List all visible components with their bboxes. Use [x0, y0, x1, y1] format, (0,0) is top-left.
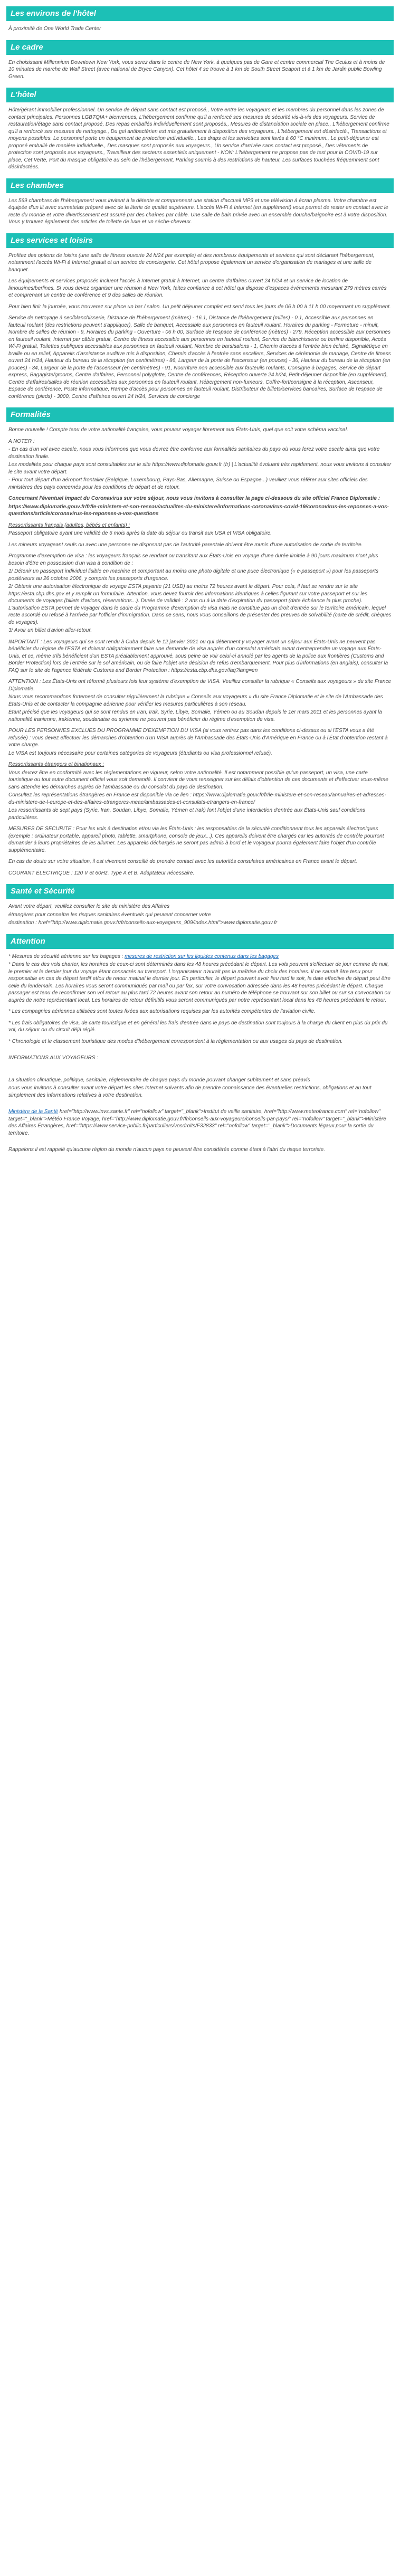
- section-body-cadre: [6, 59, 394, 81]
- formalities-note-1: - En cas d'un vol avec escale, nous vous informons que vous devrez être conforme aux formalités sanitaires du pays où vous ferez votre escale ainsi que votre destination finale.: [8, 446, 380, 460]
- attention-links-rest: href="http://www.invs.sante.fr" rel="nofollow" target="_blank">Institut de veille sanitaire, href="http://www.meteofrance.com" rel="nofollow" target="_blank">Météo France Voyage, href="http://www.diplomatie.gouv.fr/fr/conseils-aux-voyageurs/conseils-par-pays/" rel="nofollow" target="_blank">Ministère des Affaires Étrangères, href="https://www.service-public.fr/particuliers/vosdroits/F32833" rel="nofollow" target="_blank">Documents légaux pour la sortie du territoire.: [8, 1109, 386, 1136]
- formalities-security-2: En cas de doute sur votre situation, il est vivement conseillé de prendre contact avec les autorités consulaires américaines en France avant le départ.: [8, 859, 357, 864]
- attention-closing: Rappelons il est rappelé qu'aucune région du monde n'aucun pays ne peuvent être considérés comme étant à l'abri du risque terroriste.: [8, 1147, 325, 1153]
- hotel-text: Hôte/gérant immobilier professionnel. Un service de départ sans contact est proposé., Votre entre les voyageurs et les membres du personnel dans les zones de contact principales. Personnes LGBTQIA+ bienvenues, L'hébergement confirme qu'il a renforcé ses mesures de sécurité vis-à-vis des voyageurs. Service de restauration/étage sans contact proposé, Des repas emballés individuellement sont proposés., Mesures de distanciation sociale en place., L'hébergement confirme qu'il a renforcé ses mesures de nettoyage., Du gel antibactérien est mis gratuitement à disposition des voyageurs., L'hébergement est désinfecté., Transactions et moyens possibles. Le personnel porte un équipement de protection individuelle., Les draps et les serviettes sont lavés à 60 °C minimum., Le petit-déjeuner est proposé emballé de manière individuelle., Des masques sont proposés aux voyageurs., Un service d'arrivée sans contact est proposé., Des vêtements de protection sont proposés aux voyageurs., Travailleur des secteurs essentiels uniquement - NON: L'hébergement ne propose pas de test pour la COVID-19 sur place, Cet Verte, Port du masque obligatoire au sein de l'hébergement, Parking soumis à des restrictions de hauteur, Les surfaces touchées fréquemment sont désinfectées.: [8, 107, 389, 170]
- formalities-docs-1: Passeport obligatoire ayant une validité de 6 mois après la date du séjour ou transit aux USA et VISA obligatoire.: [8, 530, 272, 536]
- attention-info-heading: INFORMATIONS AUX VOYAGEURS :: [8, 1055, 99, 1061]
- attention-baggage: [8, 953, 392, 961]
- formalities-note-heading: A NOTER :: [8, 438, 35, 444]
- rooms-text: Les 569 chambres de l'hébergement vous invitent à la détente et comprennent une station d'accueil MP3 et une télévision à écran plasma. Votre chambre est équipée d'un lit avec surmatelas préparé avec de la literie de qualité supérieure. L'accès Wi-Fi à Internet (en supplément) vous permet de rester en contact avec le reste du monde et votre divertissement est assuré par des chaînes par câble. Une salle de bain privée avec un ensemble douche/baignoire est à votre disposition. Vous y trouvez également des articles de toilette de luxe et un sèche-cheveux.: [8, 197, 388, 225]
- formalities-visa-1: Programme d'exemption de visa : les voyageurs français se rendant ou transitant aux États-Unis en voyage d'une durée limitée à 90 jours maximum n'ont plus besoin d'être en possession d'un visa à condition de :: [8, 553, 378, 566]
- formalities-important: IMPORTANT : Les voyageurs qui se sont rendu à Cuba depuis le 12 janvier 2021 ou qui détiennent y voyager avant un séjour aux États-Unis ne peuvent pas bénéficier du régime de l'ESTA et doivent obligatoirement faire une demande de visa auprès d'un consulat américain avant d'entreprendre un voyage aux États-Unis, et ce, même s'ils bénéficient d'un ESTA préalablement approuvé, sous peine de voir celui-ci annulé par les agents de la police aux frontières (Customs and Border Protection) lors de l'entrée sur le sol américain, ou de faire l'objet une décision de refus d'embarquement. Pour plus d'informations (en anglais), consulter la FAQ sur le site de l'agence fédérale Customs and Border Protection : https://esta.cbp.dhs.gov/faq?lang=en: [8, 639, 388, 673]
- formalities-persons-1: POUR LES PERSONNES EXCLUES DU PROGRAMME D'EXEMPTION DU VISA (si vous rentrez pas dans les conditions ci-dessus ou si l'ESTA vous a été refusée) : vous devez effectuer les démarches d'obtention d'un VISA auprès de l'Ambassade des États-Unis d'Amérique en France ou à l'État d'obtention restant à votre charge.: [8, 728, 388, 748]
- surroundings-text: À proximité de One World Trade Center: [8, 26, 101, 32]
- cadre-text: En choisissant Millennium Downtown New York, vous serez dans le centre de New York, à quelques pas de Gare et centre commercial The Oculus et à moins de 10 minutes de marche de Wall Street (avec national de Bryce Canyon). Cet hôtel 4 se trouve à 1 km de South Street Seaport et à 1 km de Jardin public Bowling Green.: [8, 59, 385, 80]
- attention-links: [8, 1108, 392, 1137]
- formalities-special-1: Vous devrez être en conformité avec les réglementations en vigueur, selon votre nationalité. Il est notamment possible qu'un passeport, un visa, une carte touristique ou tout autre document officiel vous soit demandé. Il convient de vous renseigner sur les délais d'obtention de ces documents et d'effectuer vous-même sans attendre les démarches auprès de l'ambassade ou du consulat du pays de destination.: [8, 769, 388, 790]
- health-line-2: étrangères pour connaître les risques sanitaires éventuels qui peuvent concerner votre: [8, 911, 211, 918]
- section-header-surroundings: Les environs de l'hôtel: [6, 6, 394, 21]
- formalities-special-3: Les ressortissants de sept pays (Syrie, Iran, Soudan, Libye, Somalie, Yémen et Irak) font l'objet d'une interdiction d'entrée aux États-Unis sauf conditions particulières.: [8, 807, 365, 821]
- section-header-services: Les services et loisirs: [6, 233, 394, 248]
- health-line-1: Avant votre départ, veuillez consulter le site du ministère des Affaires: [8, 904, 170, 909]
- formalities-attention-2: Nous vous recommandons fortement de consulter régulièrement la rubrique « Conseils aux voyageurs » du site France Diplomatie et le site de l'Ambassade des États-Unis et de contacter la compagnie aérienne pour vérifier les mesures particulières à son réseau.: [8, 694, 383, 707]
- section-body-hotel: [6, 107, 394, 171]
- services-paragraph-2: Les équipements et services proposés incluent l'accès à Internet gratuit à Internet, un centre d'affaires ouvert 24 h/24 et un service de location de limousines/berlines. Si vous devez organiser une réunion à New York, faites confiance à cet hôtel qui dispose d'espaces événements mesurant 279 mètres carrés et comprenant un centre de conférence et 9 des salles de réunion.: [8, 278, 387, 298]
- services-paragraph-3: Pour bien finir la journée, vous trouverez sur place un bar / salon. Un petit déjeuner complet est servi tous les jours de 06 h 00 à 11 h 00 moyennant un supplément.: [8, 303, 391, 310]
- section-header-cadre: Le cadre: [6, 40, 394, 55]
- section-header-hotel: L'hôtel: [6, 88, 394, 102]
- formalities-intro: Bonne nouvelle ! Compte tenu de votre nationalité française, vous pouvez voyager librement aux États-Unis, quel que soit votre schéma vaccinal.: [8, 427, 348, 433]
- section-body-attention: [6, 953, 394, 1154]
- formalities-covid-notice: Concernant l'éventuel impact du Coronavirus sur votre séjour, nous vous invitons à consulter la page ci-dessous du site officiel France Diplomatie :: [8, 496, 380, 501]
- services-paragraph-4: Service de nettoyage à sec/blanchisserie, Distance de l'hébergement (mètres) - 16.1, Distance de l'hébergement (milles) - 0.1, Accessible aux personnes en fauteuil roulant (des restrictions peuvent s'appliquer), Salle de banquet, Accessible aux personnes en fauteuil roulant, Horaires du parking - Fermeture - minuit, Nombre de salles de réunion - 9, Horaires du parking - Ouverture - 06 h 00, Surface de l'espace de conférence (mètres) - 279, Réception accessible aux personnes en fauteuil roulant, Internet par câble gratuit, Centre de fitness accessible aux personnes en fauteuil roulant, Service de blanchisserie ou berline disponible, Accès Wi-Fi gratuit, Toilettes publiques accessibles aux personnes en fauteuil roulant, Nombre de bars/salons - 1, Chemin d'accès à l'entrée bien éclairé, Signalétique en braille ou en relief, Appareils d'assistance auditive mis à disposition, Chemin d'accès à l'entrée sans escaliers, Services de cérémonie de mariage, Centre de fitness ouvert 24 h/24, Hauteur du bureau de la réception (en centimètres) - 86, Largeur de la porte de l'ascenseur (en pouces) - 36, Hauteur du bureau de la réception (en pouces) - 34, Largeur de la porte de l'ascenseur (en centimètres) - 91, Nourriture non accessible aux fauteuils roulants, Consigne à bagages, Service de départ express, Bagagiste/grooms, Centre d'affaires, Personnel polyglotte, Centre de conférences, Réception ouverte 24 h/24, Petit-déjeuner disponible (en supplément), Centre d'affaires/salles de réunion accessibles aux personnes en fauteuil roulant, Hébergement non-fumeurs, Coffre-fort/consigne à la réception, Ascenseur, Espace de conférence, Poste informatique, Rampe d'accès pour personnes en fauteuil roulant, Distributeur de billets/services bancaires, Surface de l'espace de conférence (pieds) - 3000, Centre d'affaires ouvert 24 h/24, Services de concierge: [8, 315, 391, 400]
- section-body-rooms: [6, 197, 394, 226]
- formalities-docs-heading: Ressortissants français (adultes, bébés et enfants) :: [8, 522, 130, 528]
- attention-charter: * Dans le cas des vols charter, les horaires de ceux-ci sont déterminés dans les 48 heures précédant le départ. Les vols peuvent s'effectuer de jour comme de nuit, le premier et le dernier jour du voyage étant consacrés au transport. L'organisateur n'aurait pas la maîtrise du choix des horaires. Il ne saurait être tenu pour responsable en cas de départ tardif et/ou de retour matinal le dernier jour. En particulier, le départ pouvant avoir lieu tard le soir, la date effective de départ peut être celle du lendemain. Les horaires vous seront communiqués par mail ou par fax, sur votre convocation adressée dans les 48 heures précédant le départ. Chaque passager est tenu de reconfirmer son vol retour au plus tard 72 heures avant son retour au numéro de téléphone se trouvant sur son billet ou sur sa convocation ou auprès de notre représentant local. Les horaires de retour définitifs vous seront communiqués par notre représentant local dans les 48 heures précédant le retour.: [8, 962, 391, 1003]
- attention-classification: * Chronologie et le classement touristique des modes d'hébergement correspondent à la réglementation ou aux usages du pays de destination.: [8, 1038, 343, 1044]
- formalities-special-2: Consultez les représentations étrangères en France est disponible via ce lien : https://www.diplomatie.gouv.fr/fr/le-ministere-et-son-reseau/annuaires-et-adresses-du-ministere-de-l-europe-et-des-affaires-etrangeres-meae/ambassades-et-consulats-etrangers-en-france/: [8, 792, 386, 805]
- health-ministry-link[interactable]: Ministère de la Santé: [8, 1109, 58, 1115]
- formalities-persons-2: Le VISA est toujours nécessaire pour certaines catégories de voyageurs (étudiants ou visa professionnel refusé).: [8, 750, 272, 756]
- section-body-services: [6, 252, 394, 401]
- section-header-attention: Attention: [6, 934, 394, 949]
- formalities-visa-2: 1/ Détenir un passeport individuel lisible en machine et comportant au moins une photo digitale et une puce électronique (« e-passeport ») pour les passeports postérieurs au 26 octobre 2006, y compris les passeports d'urgence.: [8, 568, 378, 582]
- liquids-restriction-link[interactable]: mesures de restriction sur les liquides contenus dans les bagages: [125, 953, 279, 959]
- section-header-rooms: Les chambres: [6, 178, 394, 193]
- formalities-attention-1: ATTENTION : Les États-Unis ont réformé plusieurs fois leur système d'exemption de VISA. Veuillez consulter la rubrique « Conseils aux voyageurs » du site France Diplomatie.: [8, 679, 392, 692]
- formalities-covid-link[interactable]: https://www.diplomatie.gouv.fr/fr/le-ministere-et-son-reseau/actualites-du-ministere/informations-coronavirus-covid-19/coronavirus-les-reponses-a-vos-questions/article/coronavirus-les-reponses-a-vos-questions: [8, 503, 389, 517]
- formalities-note-2: Les modalités pour chaque pays sont consultables sur le site https://www.diplomatie.gouv.fr (fr) | L'actualité évoluant très rapidement, nous vous invitons à consulter le site avant votre départ.: [8, 462, 392, 475]
- formalities-electric-current: COURANT ÉLECTRIQUE : 120 V et 60Hz. Type A et B. Adaptateur nécessaire.: [8, 870, 195, 876]
- section-body-formalities: [6, 426, 394, 877]
- section-header-formalities: Formalités: [6, 407, 394, 422]
- attention-airlines: * Les compagnies aériennes utilisées sont toutes fixées aux autorisations requises par les autorités compétentes de l'aviation civile.: [8, 1009, 316, 1014]
- services-paragraph-1: Profitez des options de loisirs (une salle de fitness ouverte 24 h/24 par exemple) et des nombreux équipements et services qui sont déclarant l'hébergement, notamment l'accès Wi-Fi à Internet gratuit et un service de conciergerie. Cet hôtel propose également un service d'organisation de mariages et une salle de banquet.: [8, 252, 375, 273]
- section-body-health: [6, 903, 394, 927]
- formalities-note-3: - Pour tout départ d'un aéroport frontalier (Belgique, Luxembourg, Pays-Bas, Allemagne, Suisse ou Espagne...) veuillez vous référer aux sites officiels des ministères des pays concernés pour les conditions de départ et de retour.: [8, 477, 368, 490]
- hotel-info-page: [0, 0, 400, 1158]
- formalities-security-1: MESURES DE SECURITE : Pour les vols à destination et/ou via les États-Unis : les responsables de la sécurité conditionnent tous les appareils électroniques (exemple : ordinateur portable, appareil photo, tablette, smartphone, console de jeux...). Ces appareils doivent être chargés car les autorités de contrôle pourront demander à leurs propriétaires de les allumer. Les appareils déchargés ne seront pas admis à bord et le voyageur pourra également faire l'objet d'un contrôle supplémentaire.: [8, 826, 384, 853]
- formalities-special-heading: Ressortissants étrangers et binationaux :: [8, 762, 104, 767]
- formalities-attention-3: Étant précisé que les voyageurs qui se sont rendus en Iran, Irak, Syrie, Libye, Somalie, Yémen ou au Soudan depuis le 1er mars 2011 et les personnes ayant la nationalité iranienne, irakienne, soudanaise ou syrienne ne peuvent pas bénéficier du régime d'exemption de visa.: [8, 709, 382, 723]
- section-header-health: Santé et Sécurité: [6, 884, 394, 899]
- formalities-visa-3: 2/ Obtenir une autorisation électronique de voyage ESTA payante (21 USD) au moins 72 heures avant le départ. Pour cela, il faut se rendre sur le site https://esta.cbp.dhs.gov et y remplir un formulaire. Attention, vous devez fournir des informations identiques à celles figurant sur votre passeport et sur les documents de voyages (billets d'avions, réservations...). Durée de validité : 2 ans ou à la date d'expiration du passeport (date échéance la plus proche). L'autorisation ESTA permet de voyager dans le cadre du Programme d'exemption de visa mais ne constitue pas un droit d'entrée sur le territoire américain, lequel reste accordé ou refusé à l'arrivée par l'officier d'immigration. Dans ce sens, nous vous conseillons de présenter des preuves de solvabilité (carte de crédit, chèques de voyages).: [8, 584, 392, 625]
- attention-info-1: La situation climatique, politique, sanitaire, réglementaire de chaque pays du monde pouvant changer subitement et sans préavis: [8, 1077, 310, 1083]
- formalities-docs-2: Les mineurs voyageant seuls ou avec une personne ne disposant pas de l'autorité parentale doivent être munis d'une autorisation de sortie de territoire.: [8, 541, 363, 548]
- attention-info-2: nous vous invitons à consulter avant votre départ les sites Internet suivants afin de prendre connaissance des éventuelles restrictions, obligations et au tout simplement des informations relatives à votre destination.: [8, 1085, 372, 1098]
- attention-fees: * Les frais obligatoires de visa, de carte touristique et en général les frais d'entrée dans le pays de destination sont toujours à la charge du client en plus du prix du vol, du séjour ou du circuit déjà réglé.: [8, 1020, 388, 1033]
- formalities-visa-4: 3/ Avoir un billet d'avion aller-retour.: [8, 628, 92, 633]
- health-line-3: destination : href="http://www.diplomatie.gouv.fr/fr/conseils-aux-voyageurs_909/index.html">www.diplomatie.gouv.fr: [8, 920, 278, 926]
- attention-baggage-label: * Mesures de sécurité aérienne sur les bagages :: [8, 953, 123, 959]
- section-body-surroundings: [6, 25, 394, 33]
